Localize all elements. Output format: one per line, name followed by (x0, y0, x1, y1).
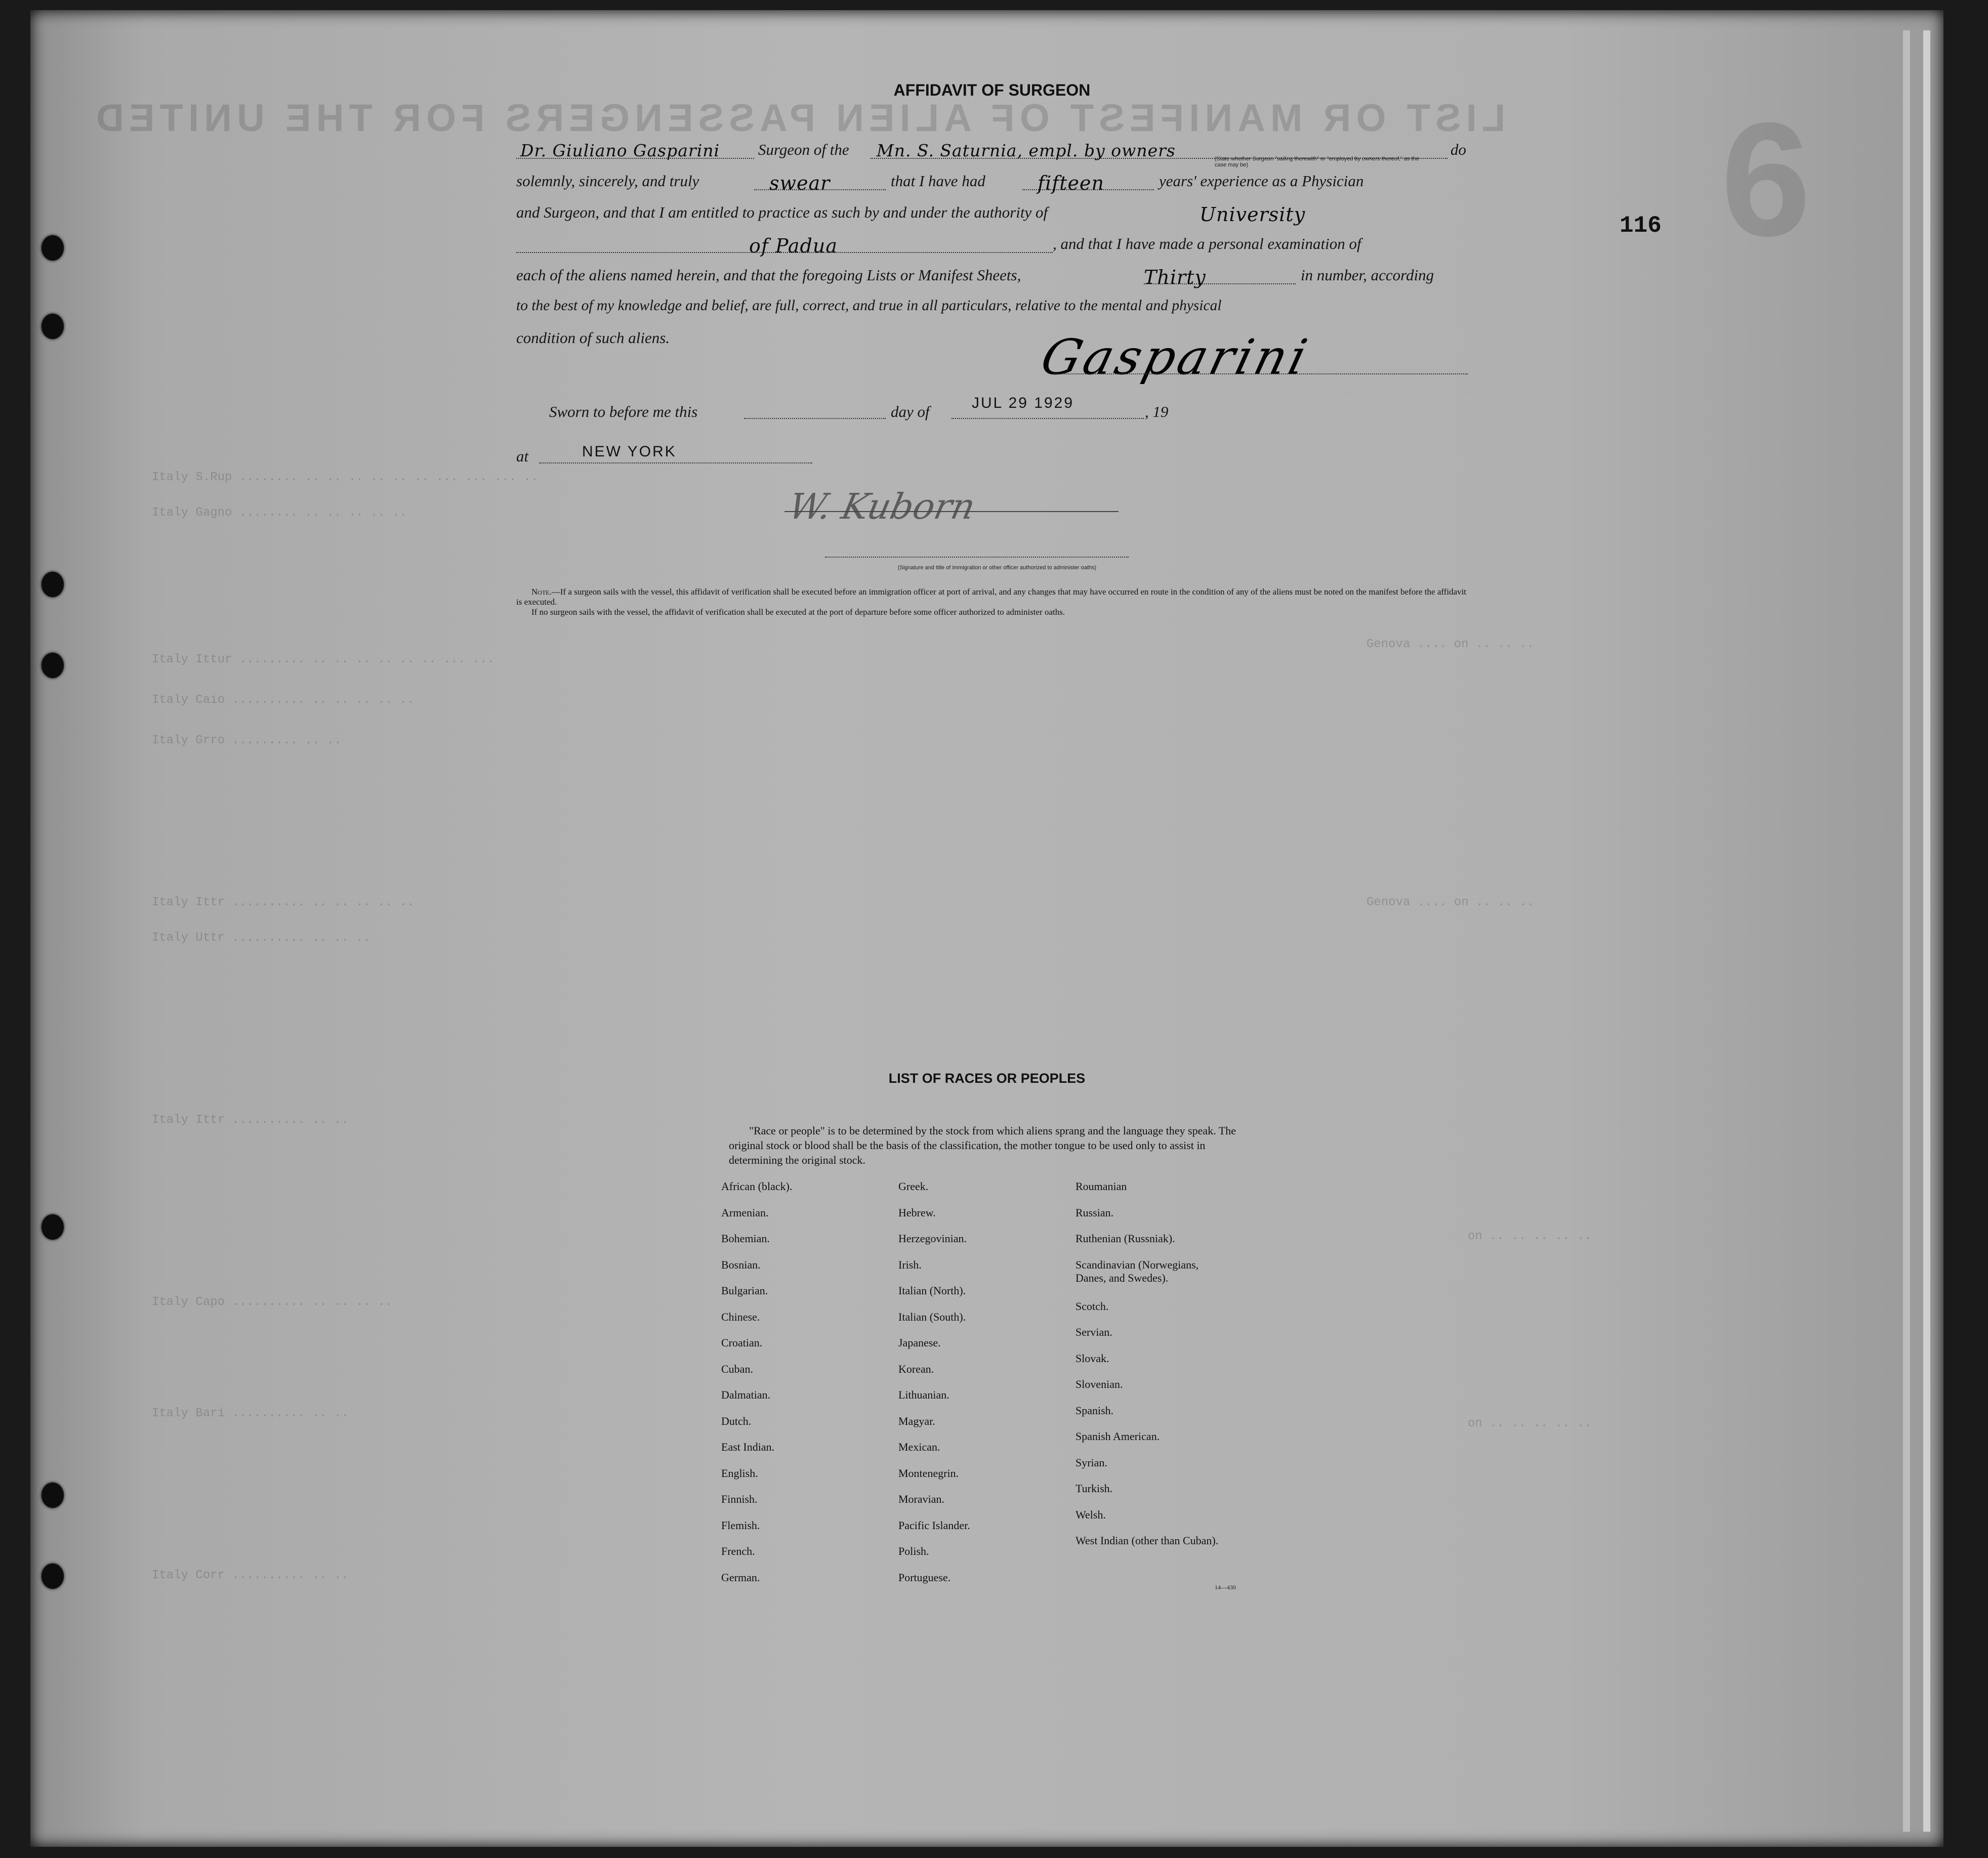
text-year: , 19 (1145, 403, 1169, 420)
fill-line (951, 418, 1144, 419)
signature-line (1053, 373, 1468, 374)
form-code: 14—430 (1215, 1584, 1236, 1591)
race-item: Bosnian. (721, 1258, 761, 1271)
text-personal-exam: , and that I have made a personal examination of (1053, 235, 1361, 252)
races-intro (729, 1123, 1260, 1167)
race-item: Greek. (898, 1180, 929, 1193)
race-item: Flemish. (721, 1518, 760, 1532)
affidavit-line-2 (516, 163, 1468, 194)
binder-hole (42, 235, 64, 261)
race-item: Scandinavian (Norwegians, Danes, and Swedes). (1075, 1258, 1199, 1284)
officer-caption: (Signature and title of immigration or other officer authorized to administer oaths) (897, 565, 1097, 571)
race-item: Mexican. (898, 1441, 940, 1453)
binder-hole (42, 1214, 64, 1240)
text-condition: condition of such aliens. (516, 329, 670, 347)
race-item: East Indian. (721, 1441, 775, 1453)
race-item: Herzegovinian. (898, 1232, 967, 1245)
note-text-2: If no surgeon sails with the vessel, the affidavit of verification shall be executed at the port of departure before some officer authorized to administer oaths. (531, 607, 1065, 617)
affidavit-line-5 (516, 257, 1468, 288)
vessel-name: Mn. S. Saturnia, empl. by owners (877, 141, 1176, 160)
race-item: Italian (North). (898, 1284, 966, 1297)
races-intro-text: "Race or people" is to be determined by the stock from which aliens sprang and the language they speak. The original stock or blood shall be the basis of the classification, the mother tongue to be used only to assist in determining the original stock. (729, 1124, 1236, 1166)
text-at: at (516, 447, 529, 465)
race-item: Irish. (898, 1258, 922, 1271)
text-surgeon-of: Surgeon of the (758, 141, 849, 158)
race-item: Italian (South). (898, 1310, 966, 1323)
race-item: Croatian. (721, 1336, 763, 1349)
race-item: Ruthenian (Russniak). (1075, 1232, 1175, 1245)
surgeon-signature-text: Gasparini (1036, 329, 1315, 386)
race-item: Cuban. (721, 1362, 753, 1375)
race-item: Slovak. (1075, 1352, 1109, 1365)
race-item: Spanish. (1075, 1404, 1114, 1417)
race-item: German. (721, 1571, 760, 1584)
race-item: Polish. (898, 1545, 929, 1557)
race-item: Servian. (1075, 1326, 1112, 1338)
bleed-through-text: LIST OR MANIFEST OF ALIEN PASSENGERS FOR THE UNITED (91, 97, 1506, 140)
text-sworn: Sworn to before me this (549, 403, 698, 420)
place-stamp: NEW YORK (582, 443, 677, 460)
affidavit-line-4 (516, 226, 1468, 257)
race-item: Lithuanian. (898, 1388, 949, 1401)
race-item: Magyar. (898, 1414, 935, 1427)
race-item: Welsh. (1075, 1508, 1106, 1521)
authority-name: University (1199, 203, 1306, 226)
officer-title-line (825, 557, 1129, 558)
race-item: Armenian. (721, 1206, 769, 1219)
text-day-of: day of (891, 403, 930, 420)
oath-word: swear (769, 172, 831, 194)
race-item: French. (721, 1545, 755, 1557)
affidavit-note (516, 587, 1468, 617)
officer-signature-text: W. Kuborn (785, 486, 979, 527)
race-item: Korean. (898, 1362, 934, 1375)
race-item: English. (721, 1466, 758, 1480)
race-item: Bohemian. (721, 1232, 770, 1245)
race-item: Roumanian (1075, 1180, 1127, 1193)
page-edge (1923, 30, 1930, 1832)
binder-hole (42, 1483, 64, 1508)
text-solemnly: solemnly, sincerely, and truly (516, 172, 699, 190)
text-in-number: in number, according (1301, 266, 1434, 284)
race-item: Pacific Islander. (898, 1518, 970, 1532)
race-item: Turkish. (1075, 1482, 1113, 1495)
race-item: Dalmatian. (721, 1388, 771, 1401)
fill-line (744, 418, 886, 419)
affidavit-body (516, 132, 1468, 351)
race-item: Chinese. (721, 1310, 760, 1323)
races-column-3 (1075, 1180, 1227, 1560)
affidavit-line-7 (516, 320, 1468, 351)
bleed-through-mark: 6 (1721, 89, 1811, 270)
races-title: LIST OF RACES OR PEOPLES (888, 1071, 1086, 1086)
surgeon-signature (1036, 329, 1315, 386)
years-experience: fifteen (1038, 172, 1105, 194)
race-item: Bulgarian. (721, 1284, 768, 1297)
binder-hole (42, 653, 64, 678)
officer-signature (785, 486, 979, 527)
race-item: Montenegrin. (898, 1466, 959, 1480)
text-that-i-have-had: that I have had (891, 172, 985, 190)
binder-hole (42, 572, 64, 597)
race-item: Hebrew. (898, 1206, 936, 1219)
race-item: Russian. (1075, 1206, 1114, 1219)
race-item: Moravian. (898, 1493, 945, 1505)
race-item: Dutch. (721, 1414, 752, 1427)
affidavit-line-6 (516, 288, 1468, 320)
parenthetical-note: (State whether Surgeon "sailing therewith" or "employed by owners thereof," as the case may be) (1215, 156, 1419, 168)
page-number: 116 (1620, 213, 1662, 239)
race-item: Scotch. (1075, 1299, 1109, 1313)
race-item: West Indian (other than Cuban). (1075, 1534, 1219, 1547)
authority-name-cont: of Padua (749, 235, 838, 257)
sheet-count: Thirty (1144, 266, 1206, 288)
officer-signature-line (784, 511, 1119, 512)
race-item: Finnish. (721, 1493, 758, 1505)
race-item: Japanese. (898, 1336, 941, 1349)
races-column-2 (898, 1180, 970, 1597)
note-text-1: —If a surgeon sails with the vessel, this affidavit of verification shall be executed before an immigration officer at port of arrival, and any changes that may have occurred en route in the condition of any of the aliens must be noted on the manifest before the affidavit is executed. (516, 587, 1467, 607)
date-stamp: JUL 29 1929 (972, 395, 1074, 411)
race-item: Slovenian. (1075, 1378, 1123, 1390)
text-authority: and Surgeon, and that I am entitled to practice as such by and under the authority of (516, 203, 1048, 221)
binder-hole (42, 1564, 64, 1589)
binder-hole (42, 314, 64, 339)
text-knowledge: to the best of my knowledge and belief, are full, correct, and true in all particulars, relative to the mental and physical (516, 298, 1222, 314)
text-do: do (1451, 141, 1466, 158)
text-years-experience: years' experience as a Physician (1159, 172, 1364, 190)
race-item: Spanish American. (1075, 1430, 1160, 1443)
race-item: Portuguese. (898, 1571, 951, 1584)
race-item: Syrian. (1075, 1456, 1107, 1469)
fill-line (539, 462, 812, 463)
text-foregoing-lists: each of the aliens named herein, and that the foregoing Lists or Manifest Sheets, (516, 266, 1021, 284)
surgeon-name: Dr. Giuliano Gasparini (520, 141, 720, 160)
page-edge (1903, 30, 1910, 1832)
races-column-1 (721, 1180, 792, 1597)
race-item: African (black). (721, 1180, 793, 1193)
note-label: Note. (531, 587, 552, 597)
affidavit-title: AFFIDAVIT OF SURGEON (893, 81, 1091, 99)
affidavit-line-3 (516, 194, 1468, 226)
